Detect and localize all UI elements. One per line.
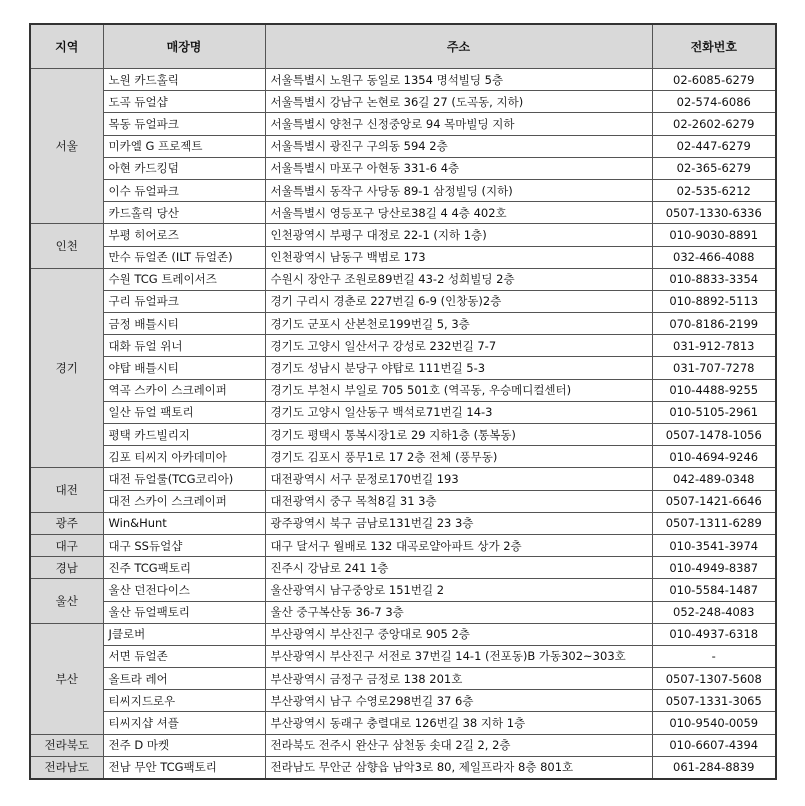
address-cell: 서울특별시 영등포구 당산로38길 4 4층 402호 [265,202,652,224]
phone-cell: 010-4694-9246 [652,446,776,468]
store-name-cell: 부평 히어로즈 [103,224,265,246]
address-cell: 부산광역시 남구 수영로298번길 37 6층 [265,690,652,712]
region-cell: 부산 [30,623,103,734]
phone-cell: 010-8892-5113 [652,290,776,312]
address-cell: 부산광역시 동래구 충렬대로 126번길 38 지하 1층 [265,712,652,734]
address-cell: 광주광역시 북구 금남로131번길 23 3층 [265,512,652,534]
phone-cell: 010-4937-6318 [652,623,776,645]
table-row [30,224,776,246]
store-name-cell: 올트라 레어 [103,668,265,690]
store-name-cell: 금정 배틀시티 [103,313,265,335]
table-row [30,357,776,379]
store-name-cell: 만수 듀얼존 (ILT 듀얼존) [103,246,265,268]
store-name-cell: 목동 듀얼파크 [103,113,265,135]
phone-cell: 032-466-4088 [652,246,776,268]
table-row [30,135,776,157]
address-cell: 부산광역시 부산진구 서전로 37번길 14-1 (전포동)B 가동302~303호 [265,645,652,667]
table-row [30,712,776,734]
store-name-cell: 미카엘 G 프로젝트 [103,135,265,157]
region-cell: 대구 [30,534,103,556]
address-cell: 대전광역시 서구 문정로170번길 193 [265,468,652,490]
phone-cell: 0507-1307-5608 [652,668,776,690]
store-name-cell: 전주 D 마켓 [103,734,265,756]
table-row [30,756,776,779]
phone-cell: 0507-1331-3065 [652,690,776,712]
store-name-cell: 구리 듀얼파크 [103,290,265,312]
address-cell: 서울특별시 강남구 논현로 36길 27 (도곡동, 지하) [265,91,652,113]
phone-cell: 010-6607-4394 [652,734,776,756]
phone-cell: 02-365-6279 [652,157,776,179]
table-row [30,91,776,113]
table-row [30,179,776,201]
address-cell: 서울특별시 광진구 구의동 594 2층 [265,135,652,157]
store-name-cell: 평택 카드빌리지 [103,424,265,446]
phone-cell: 010-4949-8387 [652,557,776,579]
store-name-cell: J클로버 [103,623,265,645]
table-header [30,24,776,69]
table-row [30,313,776,335]
phone-cell: 010-5105-2961 [652,401,776,423]
store-name-cell: 대전 듀얼룰(TCG코리아) [103,468,265,490]
store-table [29,23,777,780]
table-row [30,290,776,312]
table-row [30,623,776,645]
table-row [30,512,776,534]
store-name-cell: 아현 카드킹덤 [103,157,265,179]
table-row [30,268,776,290]
store-list [29,23,777,780]
store-name-cell: 이수 듀얼파크 [103,179,265,201]
address-cell: 경기도 고양시 일산동구 백석로71번길 14-3 [265,401,652,423]
phone-cell: 02-574-6086 [652,91,776,113]
table-row [30,557,776,579]
phone-cell: 02-6085-6279 [652,69,776,91]
address-cell: 수원시 장안구 조원로89번길 43-2 성희빌딩 2층 [265,268,652,290]
region-cell: 전라남도 [30,756,103,779]
table-row [30,246,776,268]
address-cell: 전라남도 무안군 삼향읍 남악3로 80, 제일프라자 8층 801호 [265,756,652,779]
table-row [30,490,776,512]
table-row [30,446,776,468]
address-cell: 경기도 평택시 통복시장1로 29 지하1층 (통복동) [265,424,652,446]
phone-cell: 031-707-7278 [652,357,776,379]
table-row [30,601,776,623]
phone-cell: 0507-1478-1056 [652,424,776,446]
store-name-cell: 울산 던전다이스 [103,579,265,601]
store-name-cell: 대구 SS듀얼샵 [103,534,265,556]
store-name-cell: Win&Hunt [103,512,265,534]
region-cell: 서울 [30,69,103,224]
phone-cell: 042-489-0348 [652,468,776,490]
phone-cell: 010-9540-0059 [652,712,776,734]
store-name-cell: 전남 무안 TCG팩토리 [103,756,265,779]
phone-cell: 052-248-4083 [652,601,776,623]
region-cell: 전라북도 [30,734,103,756]
store-name-cell: 대화 듀얼 위너 [103,335,265,357]
table-row [30,379,776,401]
phone-cell: 02-535-6212 [652,179,776,201]
region-cell: 대전 [30,468,103,512]
table-row [30,534,776,556]
phone-cell: - [652,645,776,667]
header-phone: 전화번호 [652,24,776,69]
store-name-cell: 김포 티씨지 아카데미아 [103,446,265,468]
table-row [30,113,776,135]
phone-cell: 010-9030-8891 [652,224,776,246]
table-row [30,202,776,224]
address-cell: 서울특별시 마포구 아현동 331-6 4층 [265,157,652,179]
address-cell: 경기도 군포시 산본천로199번길 5, 3층 [265,313,652,335]
address-cell: 서울특별시 노원구 동일로 1354 명석빌딩 5층 [265,69,652,91]
phone-cell: 0507-1311-6289 [652,512,776,534]
address-cell: 울산광역시 남구중앙로 151번길 2 [265,579,652,601]
store-name-cell: 도곡 듀얼샵 [103,91,265,113]
store-name-cell: 카드홀릭 당산 [103,202,265,224]
phone-cell: 0507-1421-6646 [652,490,776,512]
address-cell: 인천광역시 남동구 백범로 173 [265,246,652,268]
store-name-cell: 수원 TCG 트레이서즈 [103,268,265,290]
address-cell: 전라북도 전주시 완산구 삼천동 솟대 2길 2, 2층 [265,734,652,756]
table-row [30,734,776,756]
address-cell: 경기도 김포시 풍무1로 17 2층 전체 (풍무동) [265,446,652,468]
table-row [30,668,776,690]
address-cell: 부산광역시 금정구 금정로 138 201호 [265,668,652,690]
table-row [30,468,776,490]
table-row [30,401,776,423]
store-name-cell: 역곡 스카이 스크레이퍼 [103,379,265,401]
table-row [30,645,776,667]
phone-cell: 010-4488-9255 [652,379,776,401]
address-cell: 경기 구리시 경춘로 227번길 6-9 (인창동)2층 [265,290,652,312]
phone-cell: 070-8186-2199 [652,313,776,335]
table-row [30,690,776,712]
phone-cell: 010-8833-3354 [652,268,776,290]
region-cell: 경남 [30,557,103,579]
address-cell: 서울특별시 양천구 신정중앙로 94 목마빌딩 지하 [265,113,652,135]
header-store: 매장명 [103,24,265,69]
header-address: 주소 [265,24,652,69]
store-name-cell: 야탑 배틀시티 [103,357,265,379]
phone-cell: 02-2602-6279 [652,113,776,135]
store-name-cell: 서면 듀얼존 [103,645,265,667]
store-name-cell: 진주 TCG팩토리 [103,557,265,579]
store-name-cell: 노원 카드홀릭 [103,69,265,91]
region-cell: 인천 [30,224,103,268]
region-cell: 울산 [30,579,103,623]
table-row [30,157,776,179]
phone-cell: 02-447-6279 [652,135,776,157]
table-row [30,335,776,357]
store-name-cell: 일산 듀얼 팩토리 [103,401,265,423]
phone-cell: 061-284-8839 [652,756,776,779]
phone-cell: 0507-1330-6336 [652,202,776,224]
header-row [30,24,776,69]
phone-cell: 010-3541-3974 [652,534,776,556]
store-name-cell: 대전 스카이 스크레이퍼 [103,490,265,512]
table-row [30,579,776,601]
address-cell: 경기도 고양시 일산서구 강성로 232번길 7-7 [265,335,652,357]
table-row [30,69,776,91]
address-cell: 대구 달서구 월배로 132 대곡로얄아파트 상가 2층 [265,534,652,556]
table-body [30,69,776,780]
address-cell: 인천광역시 부평구 대정로 22-1 (지하 1층) [265,224,652,246]
address-cell: 울산 중구복산동 36-7 3층 [265,601,652,623]
region-cell: 경기 [30,268,103,468]
store-name-cell: 티씨지샵 셔플 [103,712,265,734]
store-name-cell: 울산 듀얼팩토리 [103,601,265,623]
store-name-cell: 티씨지드로우 [103,690,265,712]
address-cell: 서울특별시 동작구 사당동 89-1 삼정빌딩 (지하) [265,179,652,201]
header-region: 지역 [30,24,103,69]
table-row [30,424,776,446]
address-cell: 부산광역시 부산진구 중앙대로 905 2층 [265,623,652,645]
address-cell: 경기도 성남시 분당구 야탑로 111번길 5-3 [265,357,652,379]
address-cell: 경기도 부천시 부일로 705 501호 (역곡동, 우승메디컬센터) [265,379,652,401]
phone-cell: 031-912-7813 [652,335,776,357]
address-cell: 진주시 강남로 241 1층 [265,557,652,579]
region-cell: 광주 [30,512,103,534]
phone-cell: 010-5584-1487 [652,579,776,601]
address-cell: 대전광역시 중구 목척8길 31 3층 [265,490,652,512]
